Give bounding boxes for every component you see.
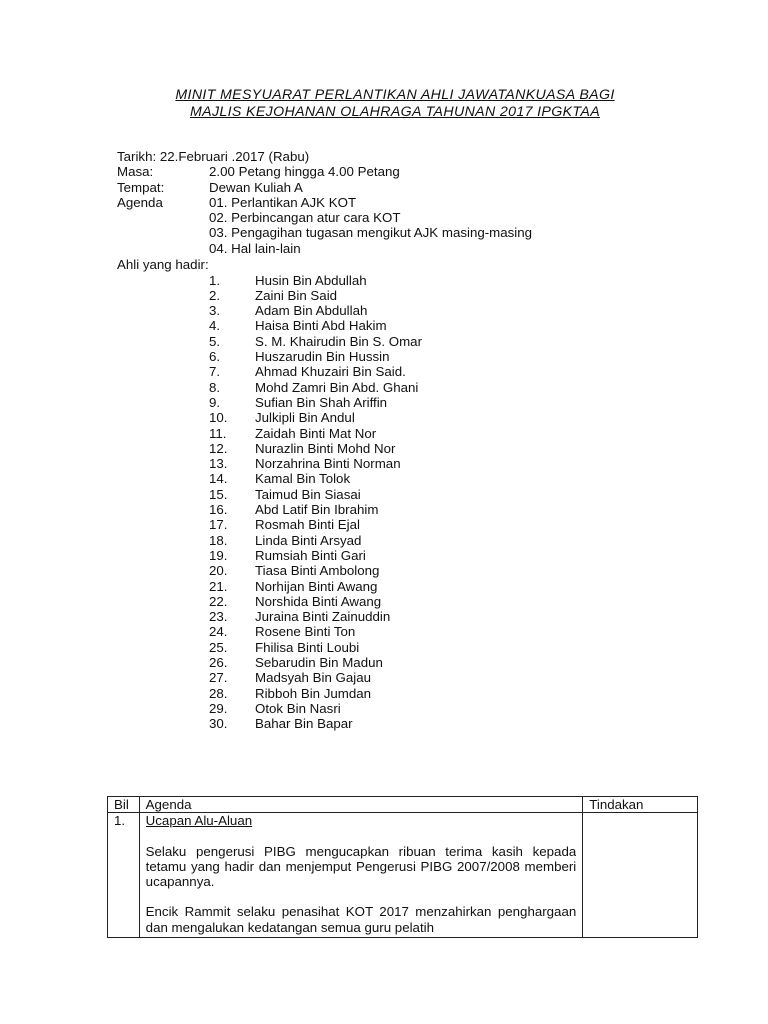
date-row [117,149,717,164]
member-number: 6. [209,349,221,365]
member-row [209,701,609,716]
member-name: Nurazlin Binti Mohd Nor [255,440,396,456]
member-row [209,624,609,639]
member-number: 16. [209,502,228,518]
time-row [117,164,717,179]
row-tindakan [583,813,698,938]
member-number: 4. [209,318,221,334]
member-name: Madsyah Bin Gajau [255,670,372,686]
member-row [209,502,609,517]
agenda-row [117,225,717,240]
member-name: Ahmad Khuzairi Bin Said. [255,364,406,380]
venue-row [117,180,717,195]
agenda-paragraph: Selaku pengerusi PIBG mengucapkan ribuan terima kasih kepada tetamu yang hadir dan menjemput Pengerusi PIBG 2007/2008 memberi ucapannya. [145,843,577,890]
member-row [209,517,609,532]
member-row [209,487,609,502]
date-text: Tarikh: 22.Februari .2017 (Rabu) [117,149,310,164]
member-row [209,364,609,379]
agenda-row [117,195,717,210]
member-name: Norzahrina Binti Norman [255,456,401,472]
member-row [209,594,609,609]
member-name: Husin Bin Abdullah [255,272,367,288]
member-row [209,318,609,333]
member-row [209,563,609,578]
row-agenda-cell [139,813,583,938]
member-row [209,655,609,670]
member-number: 14. [209,471,228,487]
time-value: 2.00 Petang hingga 4.00 Petang [209,164,400,180]
table-row [108,813,698,938]
venue-value: Dewan Kuliah A [209,179,303,195]
member-name: Bahar Bin Bapar [255,716,353,732]
member-number: 15. [209,486,228,502]
row-bil: 1. [108,813,140,938]
member-name: Sufian Bin Shah Ariffin [255,394,388,410]
time-label: Masa: [117,164,154,180]
member-row [209,609,609,624]
agenda-label: Agenda [117,194,163,210]
member-row [209,670,609,685]
member-number: 28. [209,685,228,701]
agenda-row [117,241,717,256]
member-number: 19. [209,547,228,563]
member-number: 2. [209,287,221,303]
member-name: Mohd Zamri Bin Abd. Ghani [255,379,419,395]
member-number: 26. [209,655,228,671]
member-number: 21. [209,578,228,594]
member-name: Otok Bin Nasri [255,700,341,716]
agenda-topic: Ucapan Alu-Aluan [145,813,253,829]
member-number: 29. [209,700,228,716]
agenda-item: 01. Perlantikan AJK KOT [209,194,357,210]
member-row [209,395,609,410]
member-number: 12. [209,440,228,456]
member-name: Taimud Bin Siasai [255,486,361,502]
member-number: 5. [209,333,221,349]
member-row [209,456,609,471]
member-row [209,273,609,288]
member-number: 1. [209,272,221,288]
member-name: Tiasa Binti Ambolong [255,563,380,579]
member-number: 7. [209,364,221,380]
title-line-1: MINIT MESYUARAT PERLANTIKAN AHLI JAWATANKUASA BAGI [175,87,615,103]
member-name: Sebarudin Bin Madun [255,655,383,671]
member-name: Haisa Binti Abd Hakim [255,318,387,334]
member-row [209,441,609,456]
member-name: Huszarudin Bin Hussin [255,349,390,365]
member-name: Julkipli Bin Andul [255,410,355,426]
member-row [209,640,609,655]
member-name: Abd Latif Bin Ibrahim [255,502,379,518]
meeting-details [117,149,717,256]
header-bil: Bil [108,797,140,813]
member-number: 17. [209,517,228,533]
member-number: 9. [209,394,221,410]
member-number: 11. [209,425,227,441]
member-name: Norshida Binti Awang [255,593,382,609]
member-name: Rosene Binti Ton [255,624,356,640]
member-row [209,410,609,425]
member-number: 25. [209,639,228,655]
member-name: Adam Bin Abdullah [255,303,368,319]
header-tindakan: Tindakan [583,797,698,813]
member-name: Fhilisa Binti Loubi [255,639,360,655]
agenda-item: 03. Pengagihan tugasan mengikut AJK masing-masing [209,225,533,241]
member-name: Ribboh Bin Jumdan [255,685,372,701]
member-row [209,303,609,318]
minutes-table [107,796,698,938]
agenda-item: 02. Perbincangan atur cara KOT [209,210,401,226]
member-row [209,334,609,349]
member-number: 10. [209,410,228,426]
member-name: Zaini Bin Said [255,287,338,303]
agenda-content [146,813,577,935]
member-name: Linda Binti Arsyad [255,532,362,548]
agenda-item: 04. Hal lain-lain [209,240,301,256]
agenda-paragraph: Encik Rammit selaku penasihat KOT 2017 menzahirkan penghargaan dan mengalukan kedatangan semua guru pelatih [145,904,577,935]
member-name: Rosmah Binti Ejal [255,517,360,533]
member-number: 22. [209,593,228,609]
member-number: 30. [209,716,228,732]
attendance-list [209,273,609,732]
member-row [209,548,609,563]
member-name: S. M. Khairudin Bin S. Omar [255,333,423,349]
member-row [209,471,609,486]
member-row [209,426,609,441]
title-line-2: MAJLIS KEJOHANAN OLAHRAGA TAHUNAN 2017 IPGKTAA [189,103,601,120]
member-number: 18. [209,532,228,548]
member-row [209,716,609,731]
member-number: 27. [209,670,228,686]
member-name: Norhijan Binti Awang [255,578,378,594]
member-name: Juraina Binti Zainuddin [255,609,391,625]
member-number: 20. [209,563,228,579]
header-agenda: Agenda [139,797,583,813]
agenda-row [117,210,717,225]
member-number: 23. [209,609,228,625]
attendance-label: Ahli yang hadir: [117,257,209,272]
member-row [209,288,609,303]
member-number: 8. [209,379,221,395]
document-title [0,87,768,120]
member-row [209,579,609,594]
table-header-row [108,797,698,813]
member-row [209,686,609,701]
member-name: Rumsiah Binti Gari [255,547,366,563]
member-name: Zaidah Binti Mat Nor [255,425,377,441]
member-row [209,533,609,548]
member-number: 13. [209,456,228,472]
member-row [209,380,609,395]
member-number: 24. [209,624,228,640]
member-row [209,349,609,364]
venue-label: Tempat: [117,179,165,195]
member-name: Kamal Bin Tolok [255,471,351,487]
member-number: 3. [209,303,221,319]
